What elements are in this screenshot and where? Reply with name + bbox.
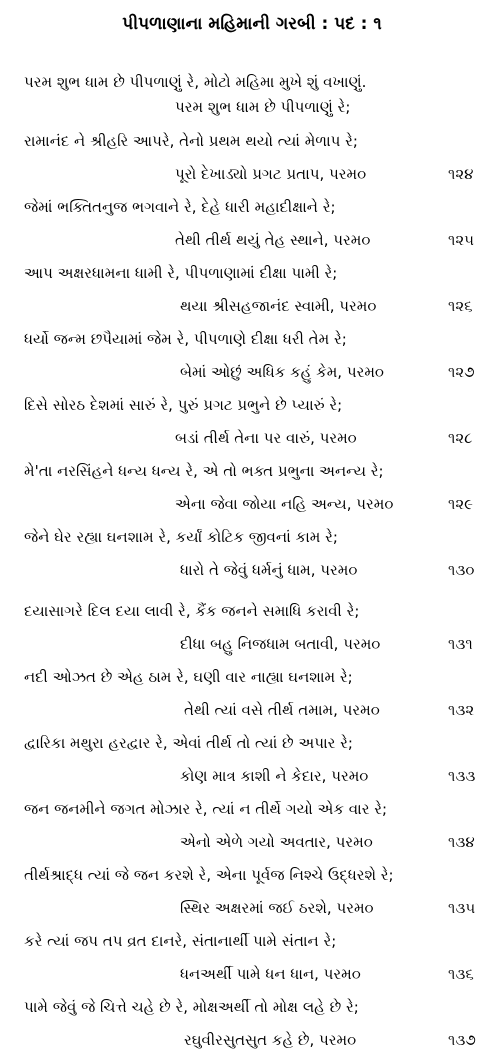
verse-number: ૧૨૫	[448, 231, 475, 249]
line-text: નદી ઓઝત છે એહ ઠામ રે, ઘણી વાર નાહ્યા ઘનશામ રે;	[24, 668, 353, 686]
line-text: તીર્થશ્રાદ્ધ ત્યાં જે જન કરશે રે, એના પૂર્વજ નિશ્ચે ઉદ્ધરશે રે;	[24, 866, 394, 884]
verse-number: ૧૩૫	[448, 899, 476, 917]
line-text: ધનઅર્થી પામે ધન ધાન, પરમ૦	[180, 965, 361, 983]
verse-number: ૧૨૬	[448, 297, 473, 315]
line-text: થયા શ્રીસહજાનંદ સ્વામી, પરમ૦	[180, 297, 377, 315]
verse-number: ૧૨૯	[448, 495, 474, 513]
verse-number: ૧૩૬	[448, 965, 474, 983]
line-text: મે'તા નરસિંહને ધન્ય ધન્ય રે, એ તો ભક્ત પ્રભુના અનન્ય રે;	[24, 462, 384, 480]
verse-number: ૧૩૧	[448, 635, 473, 653]
verse-number: ૧૩૦	[448, 561, 475, 579]
line-text: તેથી ત્યાં વસે તીર્થ તમામ, પરમ૦	[184, 701, 380, 719]
line-text: જેને ઘેર રહ્યા ઘનશામ રે, કર્યાં કોટિક જીવનાં કામ રે;	[24, 528, 338, 546]
line-text: દિસે સોરઠ દેશમાં સારું રે, પુરું પ્રગટ પ્રભુને છે પ્યારું રે;	[24, 396, 343, 414]
line-text: સ્થિર અક્ષરમાં જઈ ઠરશે, પરમ૦	[180, 899, 374, 917]
line-text: દ્વારિકા મથુરા હરદ્વાર રે, એવાં તીર્થ તો ત્યાં છે અપાર રે;	[24, 734, 353, 752]
line-text: એનો એળે ગયો અવતાર, પરમ૦	[180, 833, 373, 851]
line-text: જન જનમીને જગત મોઝાર રે, ત્યાં ન તીર્થે ગયો એક વાર રે;	[24, 800, 388, 818]
verse-number: ૧૨૭	[448, 363, 475, 381]
line-text: પરમ શુભ ધામ છે પીપળાણું રે;	[175, 98, 351, 116]
line-text: તેથી તીર્થ થયું તેહ સ્થાને, પરમ૦	[175, 231, 371, 249]
line-text: કરે ત્યાં જપ તપ વ્રત દાનરે, સંતાનાર્થી પામે સંતાન રે;	[24, 932, 337, 950]
line-text: પરમ શુભ ધામ છે પીપળાણું રે, મોટો મહિમા મુખે શું વખાણું.	[24, 73, 367, 91]
verse-number: ૧૩૪	[448, 833, 475, 851]
line-text: ધારો તે જેવું ધર્મનું ધામ, પરમ૦	[180, 561, 358, 579]
line-text: બેમાં ઓછું અધિક કહું કેમ, પરમ૦	[180, 363, 384, 381]
line-text: જેમાં ભક્તિતનુજ ભગવાને રે, દેહે ધારી મહાદીક્ષાને રે;	[24, 198, 336, 216]
line-text: આપ અક્ષરધામના ધામી રે, પીપળાણામાં દીક્ષા પામી રે;	[24, 264, 338, 282]
verse-number: ૧૩૭	[448, 1031, 476, 1049]
line-text: રઘુવીરસુતસુત કહે છે, પરમ૦	[184, 1031, 357, 1049]
line-text: ધર્યો જન્મ છપૈયામાં જેમ રે, પીપળાણે દીક્ષા ધરી તેમ રે;	[24, 330, 347, 348]
page-title: પીપળાણાના મહિમાની ગરબી : પદ : ૧	[122, 14, 382, 34]
line-text: દીધા બહુ નિજધામ બતાવી, પરમ૦	[180, 635, 381, 653]
line-text: બડાં તીર્થ તેના પર વારું, પરમ૦	[175, 429, 357, 447]
line-text: કોણ માત્ર કાશી ને કેદાર, પરમ૦	[180, 767, 369, 785]
verse-number: ૧૨૪	[448, 165, 474, 183]
line-text: એના જેવા જોયા નહિ અન્ય, પરમ૦	[175, 495, 394, 513]
verse-number: ૧૩૨	[448, 701, 475, 719]
verse-number: ૧૩૩	[448, 767, 476, 785]
verse-number: ૧૨૮	[448, 429, 473, 447]
line-text: દયાસાગરે દિલ દયા લાવી રે, કૈંક જનને સમાધિ કરાવી રે;	[24, 602, 360, 620]
line-text: પૂરો દેખાડ્યો પ્રગટ પ્રતાપ, પરમ૦	[175, 165, 367, 183]
line-text: પામે જેવું જે ચિત્તે ચહે છે રે, મોક્ષઅર્થી તો મોક્ષ લહે છે રે;	[24, 998, 359, 1016]
line-text: રામાનંદ ને શ્રીહરિ આપરે, તેનો પ્રથમ થયો ત્યાં મેળાપ રે;	[24, 132, 358, 150]
